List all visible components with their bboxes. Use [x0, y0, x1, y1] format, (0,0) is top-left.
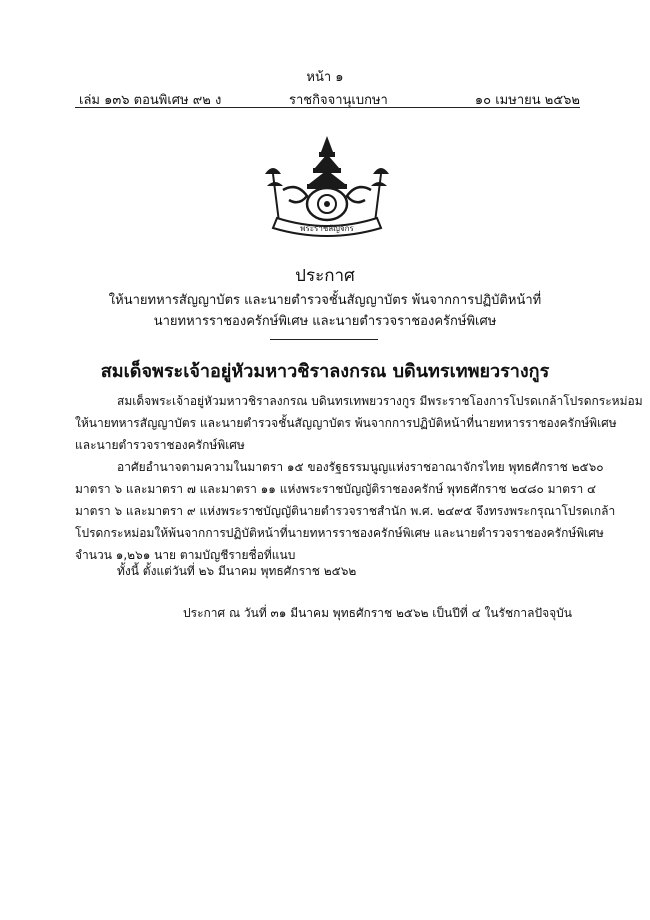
- body-line: จำนวน ๑,๒๖๑ นาย ตามบัญชีรายชื่อที่แนบ: [75, 548, 296, 562]
- body-line: โปรดกระหม่อมให้พ้นจากการปฏิบัติหน้าที่นายทหารราชองครักษ์พิเศษ และนายตำรวจราชองครักษ์พิเศษ: [75, 526, 604, 540]
- announcement-subtitle-line-2: นายทหารราชองครักษ์พิเศษ และนายตำรวจราชองครักษ์พิเศษ: [153, 314, 497, 329]
- body-line: มาตรา ๖ และมาตรา ๙ แห่งพระราชบัญญัตินายตำรวจราชสำนัก พ.ศ. ๒๔๙๕ จึงทรงพระกรุณาโปรดเกล้า: [75, 504, 616, 518]
- volume-issue: เล่ม ๑๓๖ ตอนพิเศษ ๙๒ ง: [79, 93, 222, 108]
- body-line: และนายตำรวจราชองครักษ์พิเศษ: [75, 438, 245, 452]
- gazette-name: ราชกิจจานุเบกษา: [289, 93, 388, 108]
- announcement-subtitle-line-1: ให้นายทหารสัญญาบัตร และนายตำรวจชั้นสัญญาบัตร พ้นจากการปฏิบัติหน้าที่: [108, 293, 542, 308]
- paragraph-legal-basis: [75, 456, 616, 566]
- title-divider: [270, 339, 378, 340]
- emblem-ribbon-text: พระราชลัญจกร: [300, 224, 354, 233]
- king-heading: สมเด็จพระเจ้าอยู่หัวมหาวชิราลงกรณ บดินทรเทพยวรางกูร: [100, 361, 550, 382]
- body-line: สมเด็จพระเจ้าอยู่หัวมหาวชิราลงกรณ บดินทรเทพยวรางกูร มีพระราชโองการโปรดเกล้าโปรดกระหม่อม: [117, 394, 643, 408]
- body-line: มาตรา ๖ และมาตรา ๗ และมาตรา ๑๑ แห่งพระราชบัญญัติราชองครักษ์ พุทธศักราช ๒๔๘๐ มาตรา ๔: [75, 482, 597, 496]
- header-divider: [75, 107, 580, 108]
- page-number: หน้า ๑: [306, 70, 344, 85]
- paragraph-royal-command: [75, 390, 643, 456]
- effective-date: ทั้งนี้ ตั้งแต่วันที่ ๒๖ มีนาคม พุทธศักราช ๒๕๖๒: [117, 564, 357, 578]
- royal-garuda-emblem-icon: [259, 134, 395, 238]
- publication-date: ๑๐ เมษายน ๒๕๖๒: [474, 93, 580, 108]
- body-line: ให้นายทหารสัญญาบัตร และนายตำรวจชั้นสัญญาบัตร พ้นจากการปฏิบัติหน้าที่นายทหารราชองครักษ์พิเศษ: [75, 416, 617, 430]
- announcement-title: ประกาศ: [295, 266, 355, 286]
- body-line: อาศัยอำนาจตามความในมาตรา ๑๕ ของรัฐธรรมนูญแห่งราชอาณาจักรไทย พุทธศักราช ๒๕๖๐: [117, 460, 604, 474]
- proclamation-date: ประกาศ ณ วันที่ ๓๑ มีนาคม พุทธศักราช ๒๕๖๒ เป็นปีที่ ๔ ในรัชกาลปัจจุบัน: [183, 606, 572, 620]
